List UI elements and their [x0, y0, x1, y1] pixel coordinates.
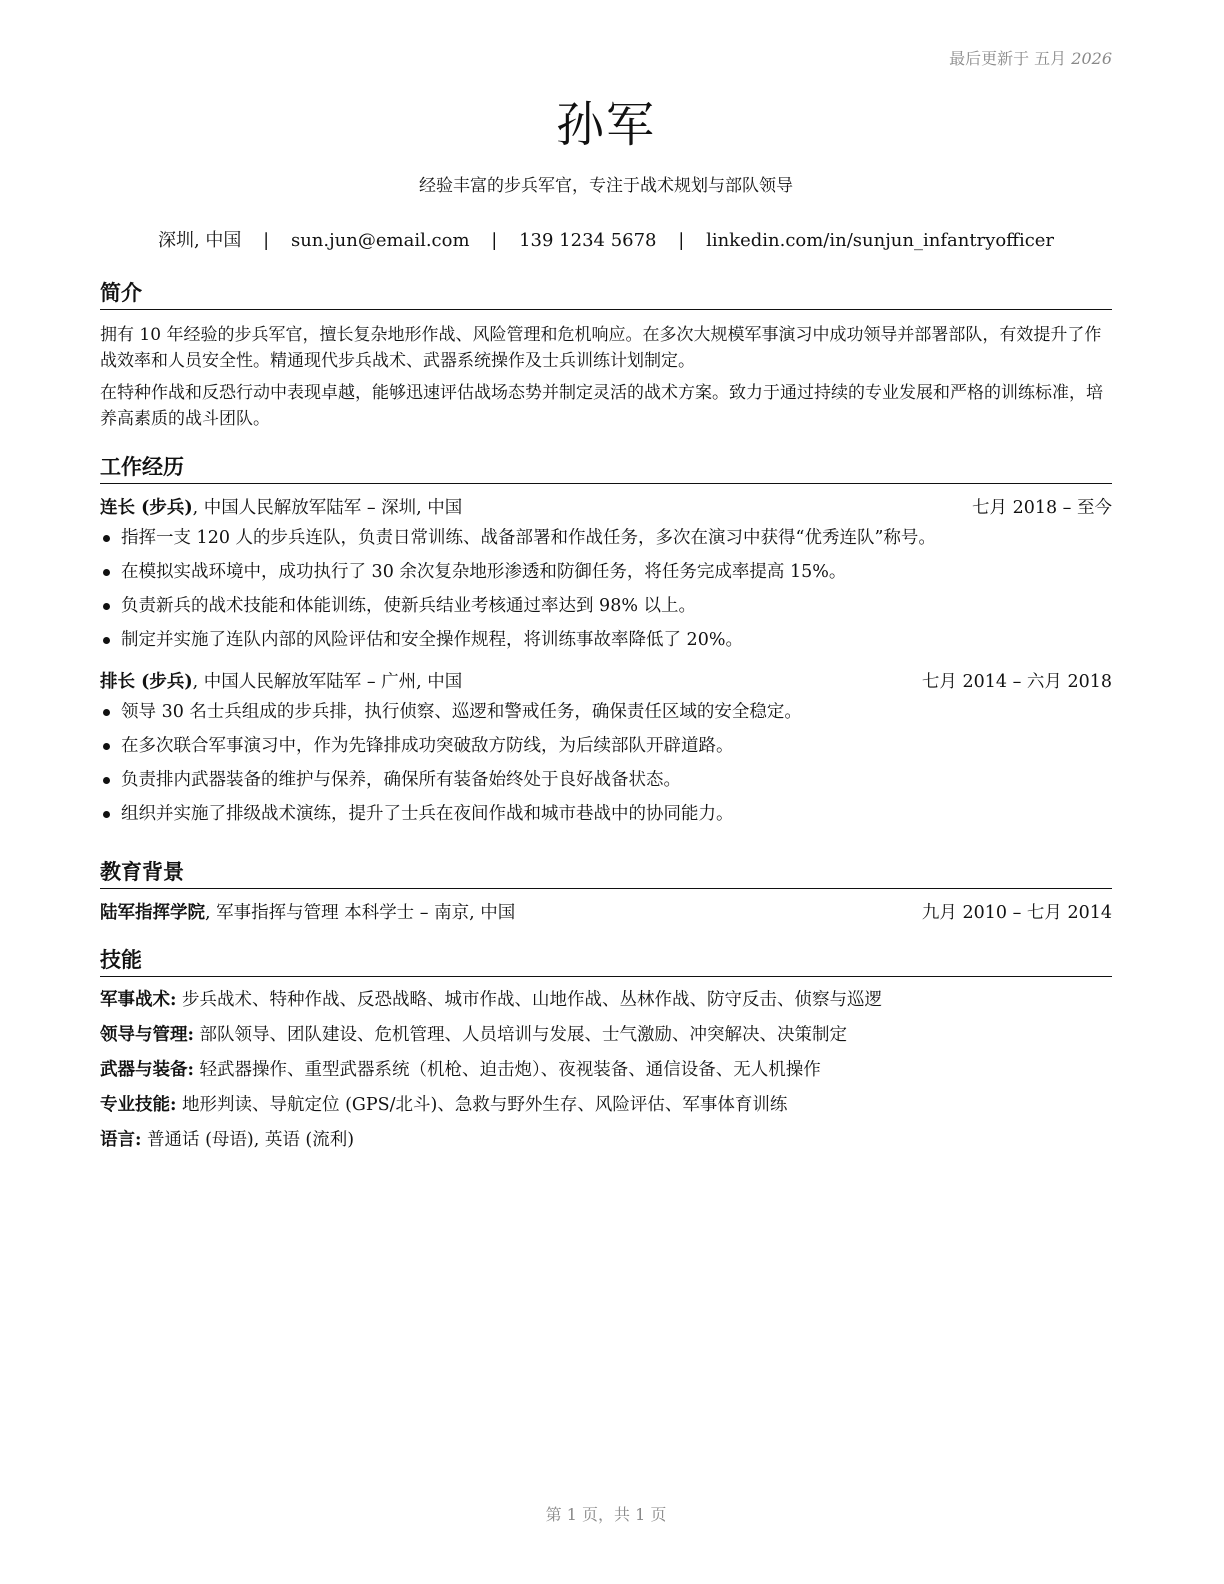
job-bullets: [100, 526, 1112, 652]
education-line: [100, 901, 515, 925]
job-bullet: 制定并实施了连队内部的风险评估和安全操作规程，将训练事故率降低了 20%。: [100, 628, 1112, 652]
job-entry: [100, 670, 1112, 826]
education-entry: [100, 901, 1112, 925]
job-bullet: 指挥一支 120 人的步兵连队，负责日常训练、战备部署和作战任务，多次在演习中获得“优秀连队”称号。: [100, 526, 1112, 550]
summary-section: [100, 277, 1112, 432]
job-role: 排长 (步兵): [100, 672, 193, 692]
education-title: 教育背景: [100, 856, 1112, 889]
job-dates: 七月 2014 – 六月 2018: [921, 672, 1112, 692]
contact-phone: 139 1234 5678: [519, 230, 657, 251]
job-title-line: [100, 670, 462, 694]
skill-value: 步兵战术、特种作战、反恐战略、城市作战、山地作战、丛林作战、防守反击、侦察与巡逻: [176, 990, 883, 1010]
education-section: [100, 856, 1112, 925]
job-header: [100, 496, 1112, 520]
contact-line: [100, 226, 1112, 252]
skill-value: 地形判读、导航定位 (GPS/北斗)、急救与野外生存、风险评估、军事体育训练: [176, 1095, 788, 1115]
education-school: 陆军指挥学院: [100, 903, 205, 923]
skill-row: [100, 1093, 1112, 1117]
tagline: 经验丰富的步兵军官，专注于战术规划与部队领导: [419, 176, 793, 196]
contact-separator: |: [678, 230, 685, 251]
summary-paragraph: 在特种作战和反恐行动中表现卓越，能够迅速评估战场态势并制定灵活的战术方案。致力于通过持续的专业发展和严格的训练标准，培养高素质的战斗团队。: [100, 383, 1103, 429]
skill-value: 普通话 (母语), 英语 (流利): [141, 1130, 355, 1150]
job-header: [100, 670, 1112, 694]
skill-label: 军事战术:: [100, 990, 177, 1010]
skill-label: 领导与管理:: [100, 1025, 194, 1045]
job-org: , 中国人民解放军陆军 – 广州, 中国: [192, 672, 463, 692]
skill-value: 轻武器操作、重型武器系统（机枪、迫击炮）、夜视装备、通信设备、无人机操作: [193, 1060, 821, 1080]
education-dates: 九月 2010 – 七月 2014: [921, 903, 1112, 923]
job-bullet: 在模拟实战环境中，成功执行了 30 余次复杂地形渗透和防御任务，将任务完成率提高 15%。: [100, 560, 1112, 584]
job-title-line: [100, 496, 462, 520]
job-bullet: 在多次联合军事演习中，作为先锋排成功突破敌方防线，为后续部队开辟道路。: [100, 734, 1112, 758]
contact-separator: |: [263, 230, 270, 251]
skill-value: 部队领导、团队建设、危机管理、人员培训与发展、士气激励、冲突解决、决策制定: [193, 1025, 848, 1045]
contact-linkedin[interactable]: linkedin.com/in/sunjun_infantryofficer: [706, 230, 1055, 251]
skill-label: 武器与装备:: [100, 1060, 194, 1080]
skill-row: [100, 1023, 1112, 1047]
skill-row: [100, 1128, 1112, 1152]
contact-separator: |: [491, 230, 498, 251]
job-bullet: 组织并实施了排级战术演练，提升了士兵在夜间作战和城市巷战中的协同能力。: [100, 802, 1112, 826]
skill-row: [100, 988, 1112, 1012]
job-bullet: 领导 30 名士兵组成的步兵排，执行侦察、巡逻和警戒任务，确保责任区域的安全稳定。: [100, 700, 1112, 724]
skill-label: 语言:: [100, 1130, 142, 1150]
summary-title: 简介: [100, 277, 1112, 310]
job-dates: 七月 2018 – 至今: [972, 498, 1112, 518]
last-updated-year: 2026: [1071, 49, 1112, 68]
summary-paragraph: 拥有 10 年经验的步兵军官，擅长复杂地形作战、风险管理和危机响应。在多次大规模军事演习中成功领导并部署部队，有效提升了作战效率和人员安全性。精通现代步兵战术、武器系统操作及士兵训练计划制定。: [100, 325, 1102, 371]
resume-page: [100, 0, 1112, 1584]
education-detail: , 军事指挥与管理 本科学士 – 南京, 中国: [205, 903, 516, 923]
contact-email[interactable]: sun.jun@email.com: [290, 230, 470, 251]
job-bullet: 负责新兵的战术技能和体能训练，使新兵结业考核通过率达到 98% 以上。: [100, 594, 1112, 618]
contact-location: 深圳, 中国: [157, 230, 242, 251]
page-number: 第 1 页，共 1 页: [545, 1505, 667, 1524]
skill-row: [100, 1058, 1112, 1082]
last-updated: [949, 46, 1112, 69]
skill-label: 专业技能:: [100, 1095, 177, 1115]
last-updated-label: 最后更新于 五月: [949, 49, 1067, 68]
job-entry: [100, 496, 1112, 652]
skills-section: [100, 944, 1112, 1152]
job-org: , 中国人民解放军陆军 – 深圳, 中国: [192, 498, 463, 518]
experience-section: [100, 451, 1112, 836]
job-bullets: [100, 700, 1112, 826]
experience-title: 工作经历: [100, 451, 1112, 484]
skills-title: 技能: [100, 944, 1112, 977]
job-role: 连长 (步兵): [100, 498, 193, 518]
candidate-name: 孙军: [555, 97, 656, 153]
job-bullet: 负责排内武器装备的维护与保养，确保所有装备始终处于良好战备状态。: [100, 768, 1112, 792]
